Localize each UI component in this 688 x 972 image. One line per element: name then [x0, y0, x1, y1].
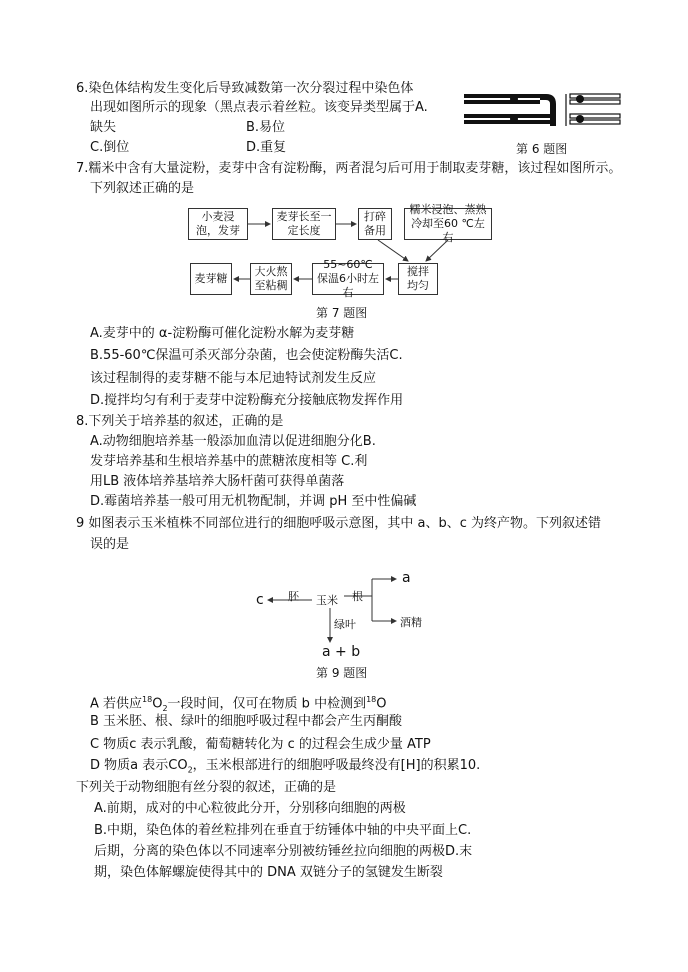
q6-option-a: 缺失 [90, 120, 117, 135]
q9-option-b: B 玉米胚、根、绿叶的细胞呼吸过程中都会产生丙酮酸 [90, 714, 403, 729]
q8-stem: 8.下列关于培养基的叙述，正确的是 [76, 414, 284, 429]
q9-option-a: A 若供应$^{18}O_2$一段时间，仅可在物质 b 中检测到$^{18}$O [90, 695, 387, 713]
q7-option-b: B.55-60℃保温可杀灭部分杂菌，也会使淀粉酶失活C. [90, 348, 403, 363]
q9-stem-line2: 误的是 [90, 537, 130, 552]
q7-option-c: 该过程制得的麦芽糖不能与本尼迪特试剂发生反应 [90, 371, 377, 386]
q7-stem-line1: 7.糯米中含有大量淀粉，麦芽中含有淀粉酶，两者混匀后可用于制取麦芽糖，该过程如图所示。 [76, 161, 622, 176]
q9-option-c: C 物质c 表示乳酸，葡萄糖转化为 c 的过程会生成少量 ATP [90, 737, 431, 752]
q7-stem-line2: 下列叙述正确的是 [90, 181, 195, 196]
q8-option-b: 发芽培养基和生根培养基中的蔗糖浓度相等 C.利 [90, 454, 368, 469]
q8-option-a: A.动物细胞培养基一般添加血清以促进细胞分化B. [90, 434, 376, 449]
q6-option-d: D.重复 [246, 140, 287, 155]
q9-label-corn: 玉米 [316, 594, 338, 607]
q10-option-b: B.中期，染色体的着丝粒排列在垂直于纺锤体中轴的中央平面上C. [94, 823, 472, 838]
flow-box-malt-grow: 麦芽长至一定长度 [272, 208, 336, 240]
q7-option-d: D.搅拌均匀有利于麦芽中淀粉酶充分接触底物发挥作用 [90, 393, 404, 408]
q8-option-c: 用LB 液体培养基培养大肠杆菌可获得单菌落 [90, 474, 345, 489]
flow-box-crush: 打碎备用 [358, 208, 392, 240]
q8-option-d: D.霉菌培养基一般可用无机物配制，并调 pH 至中性偏碱 [90, 494, 417, 509]
q6-figure-caption: 第 6 题图 [516, 142, 568, 156]
flow-box-soak-wheat: 小麦浸泡，发芽 [188, 208, 248, 240]
q7-option-a: A.麦芽中的 α-淀粉酶可催化淀粉水解为麦芽糖 [90, 326, 355, 341]
q9-figure-caption: 第 9 题图 [316, 666, 368, 680]
q9-option-d: D 物质a 表示$CO_2$，玉米根部进行的细胞呼吸最终没有[H]的积累10. [90, 758, 481, 775]
q6-stem-line1: 6.染色体结构发生变化后导致减数第一次分裂过程中染色体 [76, 81, 414, 96]
q10-option-d: 期，染色体解螺旋使得其中的 DNA 双链分子的氢键发生断裂 [94, 865, 443, 880]
q10-option-a: A.前期，成对的中心粒彼此分开，分别移向细胞的两极 [94, 801, 406, 816]
q6-option-b: B.易位 [246, 120, 286, 135]
q9-label-embryo: 胚 [288, 590, 299, 603]
q9-product-alcohol: 酒精 [400, 616, 422, 629]
q9-stem-line1: 9 如图表示玉米植株不同部位进行的细胞呼吸示意图，其中 a、b、c 为终产物。下列叙述错 [76, 516, 602, 531]
q9-product-c: c [256, 592, 264, 608]
q9-label-leaf: 绿叶 [334, 618, 356, 631]
q9-label-root: 根 [352, 590, 363, 603]
flow-box-stir: 搅拌均匀 [398, 263, 438, 295]
flow-box-rice: 糯米浸泡、蒸熟冷却至60 ℃左右 [404, 208, 492, 240]
q6-stem-line2: 出现如图所示的现象（黑点表示着丝粒。该变异类型属于A. [90, 100, 428, 115]
flow-box-incubate: 55~60℃ 保温6小时左右 [312, 263, 384, 295]
q10-option-c: 后期，分离的染色体以不同速率分别被纺锤丝拉向细胞的两极D.末 [94, 844, 473, 859]
q7-figure-caption: 第 7 题图 [316, 306, 368, 320]
q10-stem: 下列关于动物细胞有丝分裂的叙述，正确的是 [76, 780, 337, 795]
q9-product-a-top: a [402, 570, 411, 586]
flow-box-boil: 大火熬至粘稠 [250, 263, 292, 295]
q6-option-c: C.倒位 [90, 140, 130, 155]
flow-box-maltose: 麦芽糖 [190, 263, 232, 295]
q9-product-ab: a + b [322, 644, 361, 660]
